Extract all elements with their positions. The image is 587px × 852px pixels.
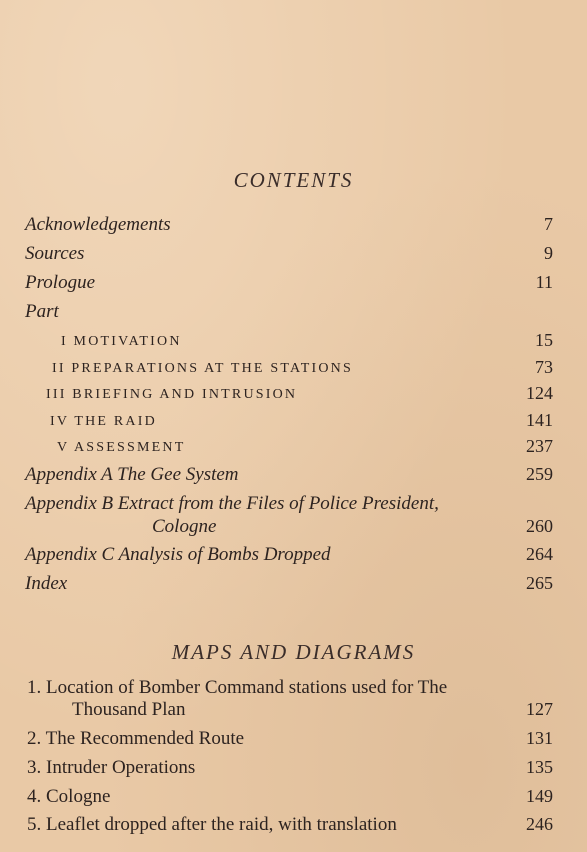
entry-page: 73: [535, 357, 553, 377]
entry-title: Index: [25, 573, 68, 594]
entry-page: 7: [544, 214, 553, 234]
entry-page: 260: [526, 516, 553, 536]
toc-entry: [25, 436, 553, 462]
map-entry: [25, 677, 553, 725]
toc-entry: [25, 330, 553, 356]
toc-entry: [25, 464, 553, 490]
entry-title: Appendix B Extract from the Files of Police President,: [25, 493, 439, 514]
entry-title: Appendix C Analysis of Bombs Dropped: [25, 544, 331, 565]
entry-page: 264: [526, 544, 553, 564]
toc-entry: [25, 301, 553, 327]
entry-title: 3. Intruder Operations: [27, 757, 196, 778]
entry-title: 4. Cologne: [27, 786, 111, 807]
toc-entry: [25, 493, 553, 541]
entry-title-continuation: Thousand Plan: [72, 699, 186, 720]
map-entry: [25, 786, 553, 812]
entry-page: 124: [526, 383, 553, 403]
entry-page: 246: [526, 814, 553, 834]
entry-page: 11: [535, 272, 553, 292]
entry-title: Sources: [25, 243, 85, 264]
maps-heading: MAPS AND DIAGRAMS: [171, 640, 416, 664]
toc-entry: [25, 214, 553, 240]
entry-title: Prologue: [25, 272, 96, 293]
toc-entry: [25, 272, 553, 298]
entry-title: 1. Location of Bomber Command stations used for The: [27, 677, 448, 698]
toc-entry: [25, 357, 553, 383]
entry-page: 127: [526, 699, 553, 719]
entry-page: 15: [535, 330, 553, 350]
entry-title: Appendix A The Gee System: [25, 464, 239, 485]
entry-title: 2. The Recommended Route: [27, 728, 245, 749]
entry-title: IV THE RAID: [50, 414, 157, 429]
entry-title: Acknowledgements: [25, 214, 171, 235]
entry-title: V ASSESSMENT: [57, 440, 186, 455]
entry-title: Part: [25, 301, 59, 322]
entry-page: 131: [526, 728, 553, 748]
contents-heading: CONTENTS: [233, 168, 354, 192]
entry-title: II PREPARATIONS AT THE STATIONS: [52, 361, 353, 376]
map-entry: [25, 757, 553, 783]
entry-page: 141: [526, 410, 553, 430]
entry-page: 9: [544, 243, 553, 263]
toc-entry: [25, 383, 553, 409]
toc-entry: [25, 544, 553, 570]
toc-entry: [25, 243, 553, 269]
map-entry: [25, 728, 553, 754]
entry-title: 5. Leaflet dropped after the raid, with translation: [27, 814, 397, 835]
toc-entry: [25, 410, 553, 436]
entry-page: 237: [526, 436, 553, 456]
entry-page: 259: [526, 464, 553, 484]
entry-page: 265: [526, 573, 553, 593]
entry-title: I MOTIVATION: [61, 334, 182, 349]
entry-page: 149: [526, 786, 553, 806]
entry-title: III BRIEFING AND INTRUSION: [46, 387, 298, 402]
entry-title-continuation: Cologne: [152, 516, 217, 537]
entry-page: 135: [526, 757, 553, 777]
map-entry: [25, 814, 553, 840]
toc-entry: [25, 573, 553, 599]
